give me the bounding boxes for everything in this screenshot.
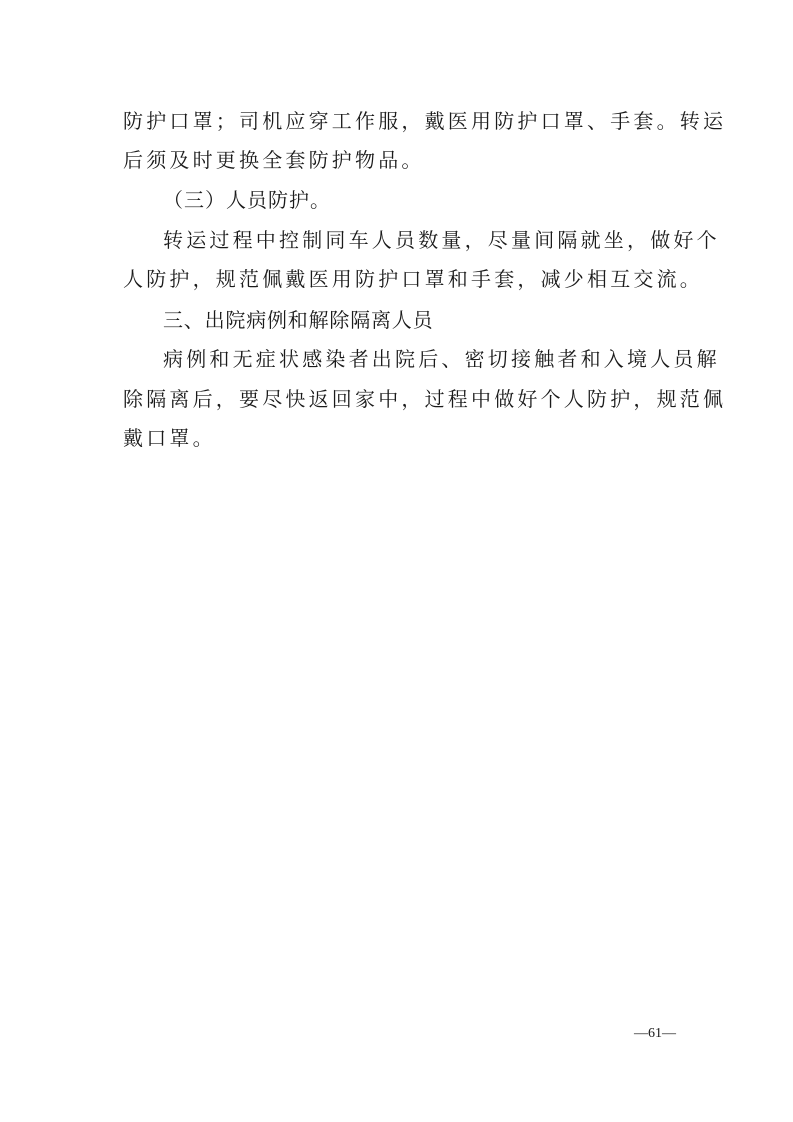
- page-number: —61—: [634, 1026, 676, 1041]
- paragraph-line: 转运过程中控制同车人员数量，尽量间隔就坐，做好个: [163, 228, 720, 252]
- sub-section-heading: （三）人员防护。: [163, 188, 331, 212]
- paragraph-line: 防护口罩；司机应穿工作服，戴医用防护口罩、手套。转运: [123, 109, 727, 133]
- paragraph-line: 人防护，规范佩戴医用防护口罩和手套，减少相互交流。: [123, 267, 703, 291]
- paragraph-line: 病例和无症状感染者出院后、密切接触者和入境人员解: [163, 347, 720, 371]
- paragraph-line: 除隔离后，要尽快返回家中，过程中做好个人防护，规范佩: [123, 387, 727, 411]
- paragraph-line: 后须及时更换全套防护物品。: [123, 148, 425, 172]
- paragraph-line: 戴口罩。: [123, 426, 216, 450]
- section-heading: 三、出院病例和解除隔离人员: [163, 308, 434, 332]
